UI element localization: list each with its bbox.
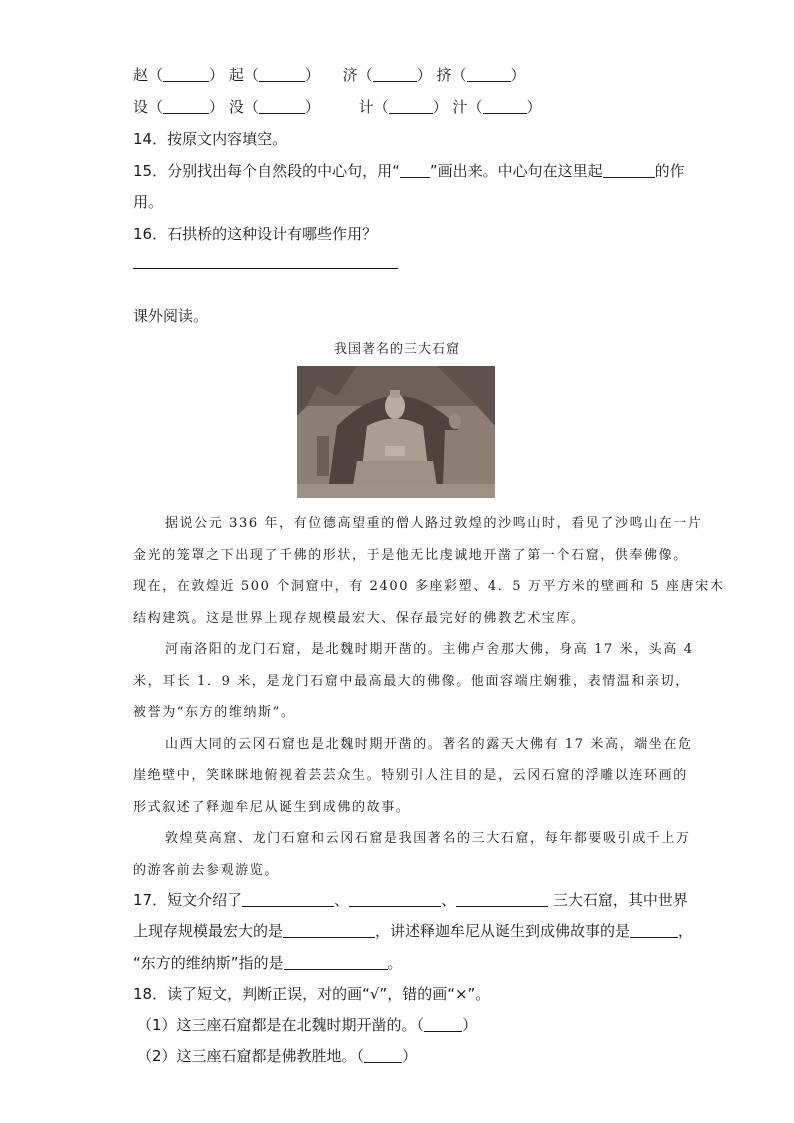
article-line: 据说公元 336 年，有位德高望重的僧人路过敦煌的沙鸣山时，看见了沙鸣山在一片 [165,516,703,531]
answer-blank[interactable] [349,891,441,907]
answer-blank[interactable] [163,66,209,82]
article-line: 现在，在敦煌近 500 个洞窟中，有 2400 多座彩塑、4．5 万平方米的壁画和 5 座唐宋木 [133,579,725,594]
answer-blank[interactable] [242,891,334,907]
vocab-char: 计 [358,98,374,116]
article-line: 崖绝壁中，笑眯眯地俯视着芸芸众生。特别引人注目的是，云冈石窟的浮雕以连环画的 [133,768,688,783]
vocab-row-1: 赵（ ） 起（ ） 济（ ） 挤（ ） [133,66,526,84]
answer-blank[interactable] [163,98,209,114]
vocab-row-2: 设（ ） 没（ ） 计（ ） 汁（ ） [133,98,542,116]
answer-blank[interactable] [284,954,388,970]
article-line: 结构建筑。这是世界上现存规模最宏大、保存最完好的佛教艺术宝库。 [133,611,586,626]
question-15: 15．分别找出每个自然段的中心句，用“ ”画出来。中心句在这里起 的作 [133,162,685,180]
vocab-char: 起 [228,66,244,84]
article-line: 敦煌莫高窟、龙门石窟和云冈石窟是我国著名的三大石窟，每年都要吸引成千上万 [165,831,691,846]
article-line: 金光的笼罩之下出现了千佛的形状，于是他无比虔诚地开凿了第一个石窟，供奉佛像。 [133,548,688,563]
question-16: 16．石拱桥的这种设计有哪些作用？ [133,225,378,243]
question-18: 18．读了短文，判断正误，对的画“√”，错的画“×”。 [133,985,491,1003]
answer-blank[interactable] [456,891,548,907]
article-line: 形式叙述了释迦牟尼从诞生到成佛的故事。 [133,800,411,815]
answer-blank[interactable] [364,1047,402,1063]
answer-line[interactable] [133,268,398,269]
question-14: 14．按原文内容填空。 [133,130,288,148]
grotto-photo [297,366,495,498]
answer-blank[interactable] [400,162,430,178]
article-line: 山西大同的云冈石窟也是北魏时期开凿的。著名的露天大佛有 17 米高，端坐在危 [165,737,693,752]
judgement-item: （2）这三座石窟都是佛教胜地。（ ） [137,1047,418,1065]
answer-blank[interactable] [630,922,678,938]
question-17: 17．短文介绍了 、 、 三大石窟，其中世界 [133,891,688,909]
answer-blank[interactable] [424,1016,462,1032]
answer-blank[interactable] [283,922,375,938]
vocab-char: 没 [228,98,244,116]
article-line: 米，耳长 1．9 米，是龙门石窟中最高最大的佛像。他面容端庄娴雅，表情温和亲切， [133,674,690,689]
question-15-cont: 用。 [133,193,164,211]
vocab-char: 设 [133,98,149,116]
vocab-char: 济 [342,66,358,84]
question-17-cont: “东方的维纳斯”指的是 。 [133,954,403,972]
answer-blank[interactable] [467,66,511,82]
vocab-char: 挤 [436,66,452,84]
answer-blank[interactable] [259,66,305,82]
answer-blank[interactable] [389,98,433,114]
article-title: 我国著名的三大石窟 [333,342,460,357]
article-line: 河南洛阳的龙门石窟，是北魏时期开凿的。主佛卢舍那大佛，身高 17 米，头高 4 [165,642,694,657]
answer-blank[interactable] [373,66,417,82]
judgement-item: （1）这三座石窟都是在北魏时期开凿的。（ ） [137,1016,478,1034]
section-heading: 课外阅读。 [133,307,209,325]
question-17-cont: 上现存规模最宏大的是 ，讲述释迦牟尼从诞生到成佛故事的是 ， [133,922,694,940]
vocab-char: 汁 [452,98,468,116]
answer-blank[interactable] [603,162,655,178]
article-line: 的游客前去参观游览。 [133,863,280,878]
answer-blank[interactable] [259,98,305,114]
vocab-char: 赵 [133,66,149,84]
answer-blank[interactable] [483,98,527,114]
article-line: 被誉为“东方的维纳斯”。 [133,705,296,720]
